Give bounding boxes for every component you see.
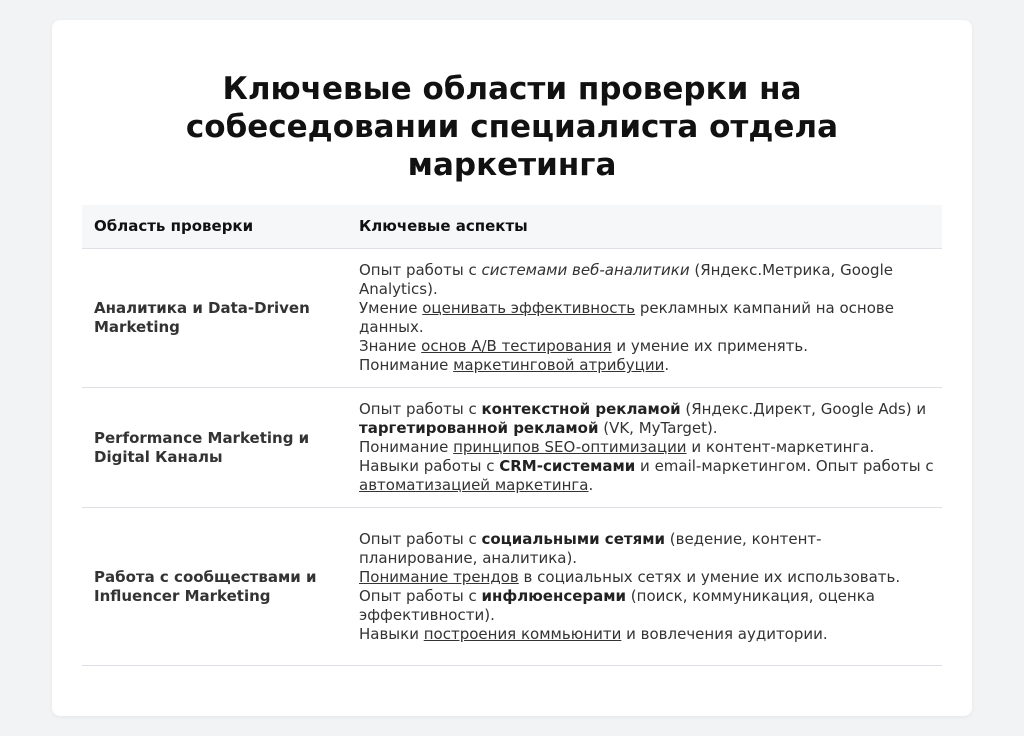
aspect-text: и умение их применять. xyxy=(611,337,809,355)
aspect-line xyxy=(359,299,934,337)
aspect-bold: социальными сетями xyxy=(481,529,665,548)
aspect-text: и вовлечения аудитории. xyxy=(621,624,828,643)
aspect-bold: контекстной рекламой xyxy=(481,400,681,418)
page-title-text: Ключевые области проверки на собеседовании специалиста отдела маркетинга xyxy=(185,71,839,183)
aspect-text: (Яндекс.Метрика, Google Analytics). xyxy=(359,261,893,298)
aspect-underlined: основ A/B тестирования xyxy=(421,337,612,355)
aspect-text: . xyxy=(588,476,594,494)
aspect-underlined: автоматизацией маркетинга xyxy=(359,476,589,494)
column-header-aspects: Ключевые аспекты xyxy=(347,205,942,249)
aspect-underlined: принципов SEO-оптимизации xyxy=(453,438,687,456)
aspect-text: Умение xyxy=(359,299,423,317)
aspect-text: Навыки работы с xyxy=(359,457,500,475)
table-row xyxy=(82,249,942,388)
aspect-text: (Яндекс.Директ, Google Ads) и xyxy=(680,400,927,418)
aspect-line xyxy=(359,400,934,438)
area-cell: Performance Marketing и Digital Каналы xyxy=(82,388,347,508)
aspect-text: Знание xyxy=(359,337,422,355)
column-header-area: Область проверки xyxy=(82,205,347,249)
aspect-text: Понимание xyxy=(359,356,454,374)
aspect-line xyxy=(359,337,934,356)
aspect-text: Навыки xyxy=(359,624,424,643)
aspect-line xyxy=(359,457,934,495)
aspects-cell xyxy=(347,508,942,666)
aspect-text: рекламных кампаний на основе данных. xyxy=(359,299,894,336)
area-cell: Аналитика и Data-Driven Marketing xyxy=(82,249,347,388)
aspect-text: Опыт работы с xyxy=(359,261,482,279)
table-row xyxy=(82,388,942,508)
aspect-underlined: построения коммьюнити xyxy=(423,624,622,643)
aspects-cell xyxy=(347,249,942,388)
aspect-bold: таргетированной рекламой xyxy=(359,419,599,437)
table-header-row xyxy=(82,205,942,249)
aspect-text: (ведение, контент-планирование, аналитика). xyxy=(359,529,822,567)
key-areas-table xyxy=(82,205,942,666)
aspect-line xyxy=(359,568,934,587)
aspect-text: Понимание xyxy=(359,438,454,456)
aspect-line xyxy=(359,438,934,457)
aspect-underlined: оценивать эффективность xyxy=(422,299,636,317)
table-row xyxy=(82,508,942,666)
aspect-line xyxy=(359,587,934,625)
page-title xyxy=(0,70,1024,184)
aspect-text: и email-маркетингом. Опыт работы с xyxy=(635,457,934,475)
aspect-text: Опыт работы с xyxy=(359,586,482,605)
aspect-text: (VK, MyTarget). xyxy=(598,419,718,437)
aspect-text: и контент-маркетинга. xyxy=(686,438,875,456)
area-cell: Работа с сообществами и Influencer Marketing xyxy=(82,508,347,666)
aspect-bold: инфлюенсерами xyxy=(481,586,627,605)
aspect-line xyxy=(359,356,934,375)
aspect-text: Опыт работы с xyxy=(359,400,482,418)
aspect-bold: CRM-системами xyxy=(499,457,636,475)
aspect-line xyxy=(359,530,934,568)
aspects-cell xyxy=(347,388,942,508)
aspect-text: (поиск, коммуникация, оценка эффективности). xyxy=(359,586,875,624)
aspect-line xyxy=(359,625,934,644)
aspect-text: . xyxy=(664,356,670,374)
aspect-text: в социальных сетях и умение их использовать. xyxy=(518,567,901,586)
aspect-underlined: маркетинговой атрибуции xyxy=(453,356,665,374)
aspect-emphasis: системами веб-аналитики xyxy=(481,261,690,279)
aspect-text: Опыт работы с xyxy=(359,529,482,548)
aspect-underlined: Понимание трендов xyxy=(359,567,519,586)
aspect-line xyxy=(359,261,934,299)
